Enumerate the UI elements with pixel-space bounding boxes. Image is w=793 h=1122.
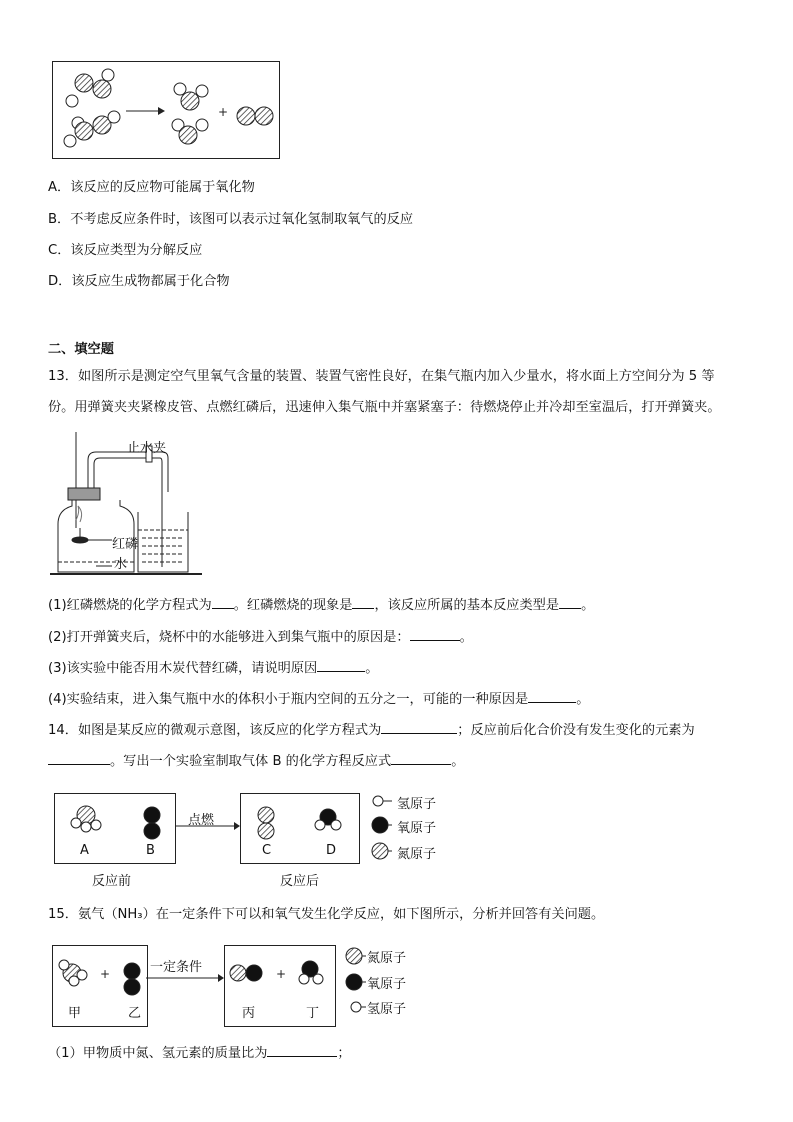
q13-sub3: (3)该实验中能否用木炭代替红磷，请说明原因 。 — [48, 661, 379, 676]
q14-before-label: 反应前 — [92, 874, 132, 889]
phosphorus-label: 红磷 — [112, 537, 139, 552]
q13-sub2: (2)打开弹簧夹后，烧杯中的水能够进入到集气瓶中的原因是： 。 — [48, 630, 473, 645]
blank[interactable] — [381, 721, 457, 734]
hatched-atom — [93, 80, 111, 98]
q14-after-label: 反应后 — [280, 874, 320, 889]
legend-oxygen: 氧原子 — [367, 977, 407, 992]
legend-nitrogen: 氮原子 — [367, 951, 407, 966]
hatched-atom — [179, 126, 197, 144]
q15-name-bing: 丙 — [242, 1006, 256, 1021]
q15-name-ding: 丁 — [306, 1006, 320, 1021]
q13-stem-line2: 份。用弹簧夹夹紧橡皮管、点燃红磷后，迅速伸入集气瓶中并塞紧塞子：待燃烧停止并冷却至室温后，打开弹簧夹。 — [48, 400, 721, 415]
blank[interactable] — [317, 659, 365, 672]
q14-letter-c: C — [262, 843, 272, 858]
q15-sub1: （1）甲物质中氮、氢元素的质量比为 ； — [48, 1046, 351, 1061]
water-label: 水 — [114, 557, 128, 572]
option-b: B．不考虑反应条件时，该图可以表示过氧化氢制取氧气的反应 — [48, 212, 414, 227]
option-c: C．该反应类型为分解反应 — [48, 243, 203, 258]
q12-molecules — [52, 61, 280, 159]
legend-hydrogen: 氢原子 — [397, 797, 437, 812]
legend-nitrogen: 氮原子 — [397, 847, 437, 862]
svg-text:+: + — [276, 967, 287, 981]
q15-arrow-label: 一定条件 — [150, 960, 203, 975]
q14-molecules — [54, 793, 364, 865]
white-atom — [196, 119, 208, 131]
q14-letter-d: D — [326, 843, 337, 858]
option-a: A．该反应的反应物可能属于氧化物 — [48, 180, 255, 195]
white-atom — [174, 83, 186, 95]
hatched-atom — [237, 107, 255, 125]
white-atom — [196, 85, 208, 97]
section-title: 二、填空题 — [48, 342, 114, 357]
q14-letter-a: A — [80, 843, 89, 858]
q14-line2: 。写出一个实验室制取气体 B 的化学方程反应式 。 — [48, 752, 464, 771]
hatched-atom — [75, 122, 93, 140]
q14-line1: 14．如图是某反应的微观示意图，该反应的化学方程式为 ；反应前后化合价没有发生变化的元素为 — [48, 723, 695, 738]
q13-stem-line1: 13．如图所示是测定空气里氧气含量的装置、装置气密性良好，在集气瓶内加入少量水，将水面上方空间分为 5 等 — [48, 369, 715, 384]
q15-name-jia: 甲 — [68, 1006, 82, 1021]
option-d: D．该反应生成物都属于化合物 — [48, 274, 230, 289]
white-atom — [102, 69, 114, 81]
blank[interactable] — [559, 596, 581, 609]
blank[interactable] — [212, 596, 234, 609]
svg-text:+: + — [100, 967, 111, 981]
q13-sub4: (4)实验结束，进入集气瓶中水的体积小于瓶内空间的五分之一，可能的一种原因是 。 — [48, 692, 590, 707]
hatched-atom — [255, 107, 273, 125]
hatched-atom — [181, 92, 199, 110]
blank[interactable] — [528, 690, 576, 703]
legend-hydrogen: 氢原子 — [367, 1002, 407, 1017]
svg-text:+: + — [218, 105, 229, 119]
white-atom — [108, 111, 120, 123]
blank[interactable] — [352, 596, 374, 609]
white-atom — [64, 135, 76, 147]
legend-oxygen: 氧原子 — [397, 821, 437, 836]
q14-arrow-label: 点燃 — [188, 813, 215, 828]
clamp-label: 止水夹 — [127, 441, 167, 456]
white-atom — [66, 95, 78, 107]
blank[interactable] — [267, 1044, 337, 1057]
blank[interactable] — [410, 628, 460, 641]
q13-sub1: (1)红磷燃烧的化学方程式为 。红磷燃烧的现象是 ，该反应所属的基本反应类型是 。 — [48, 598, 595, 613]
q15-name-yi: 乙 — [128, 1006, 142, 1021]
blank[interactable] — [391, 752, 451, 765]
q15-stem: 15．氨气（NH₃）在一定条件下可以和氧气发生化学反应，如下图所示，分析并回答有关问题。 — [48, 907, 605, 922]
hatched-atom — [75, 74, 93, 92]
q14-legend-icons — [370, 792, 400, 862]
q14-letter-b: B — [146, 843, 155, 858]
blank[interactable] — [48, 752, 110, 765]
